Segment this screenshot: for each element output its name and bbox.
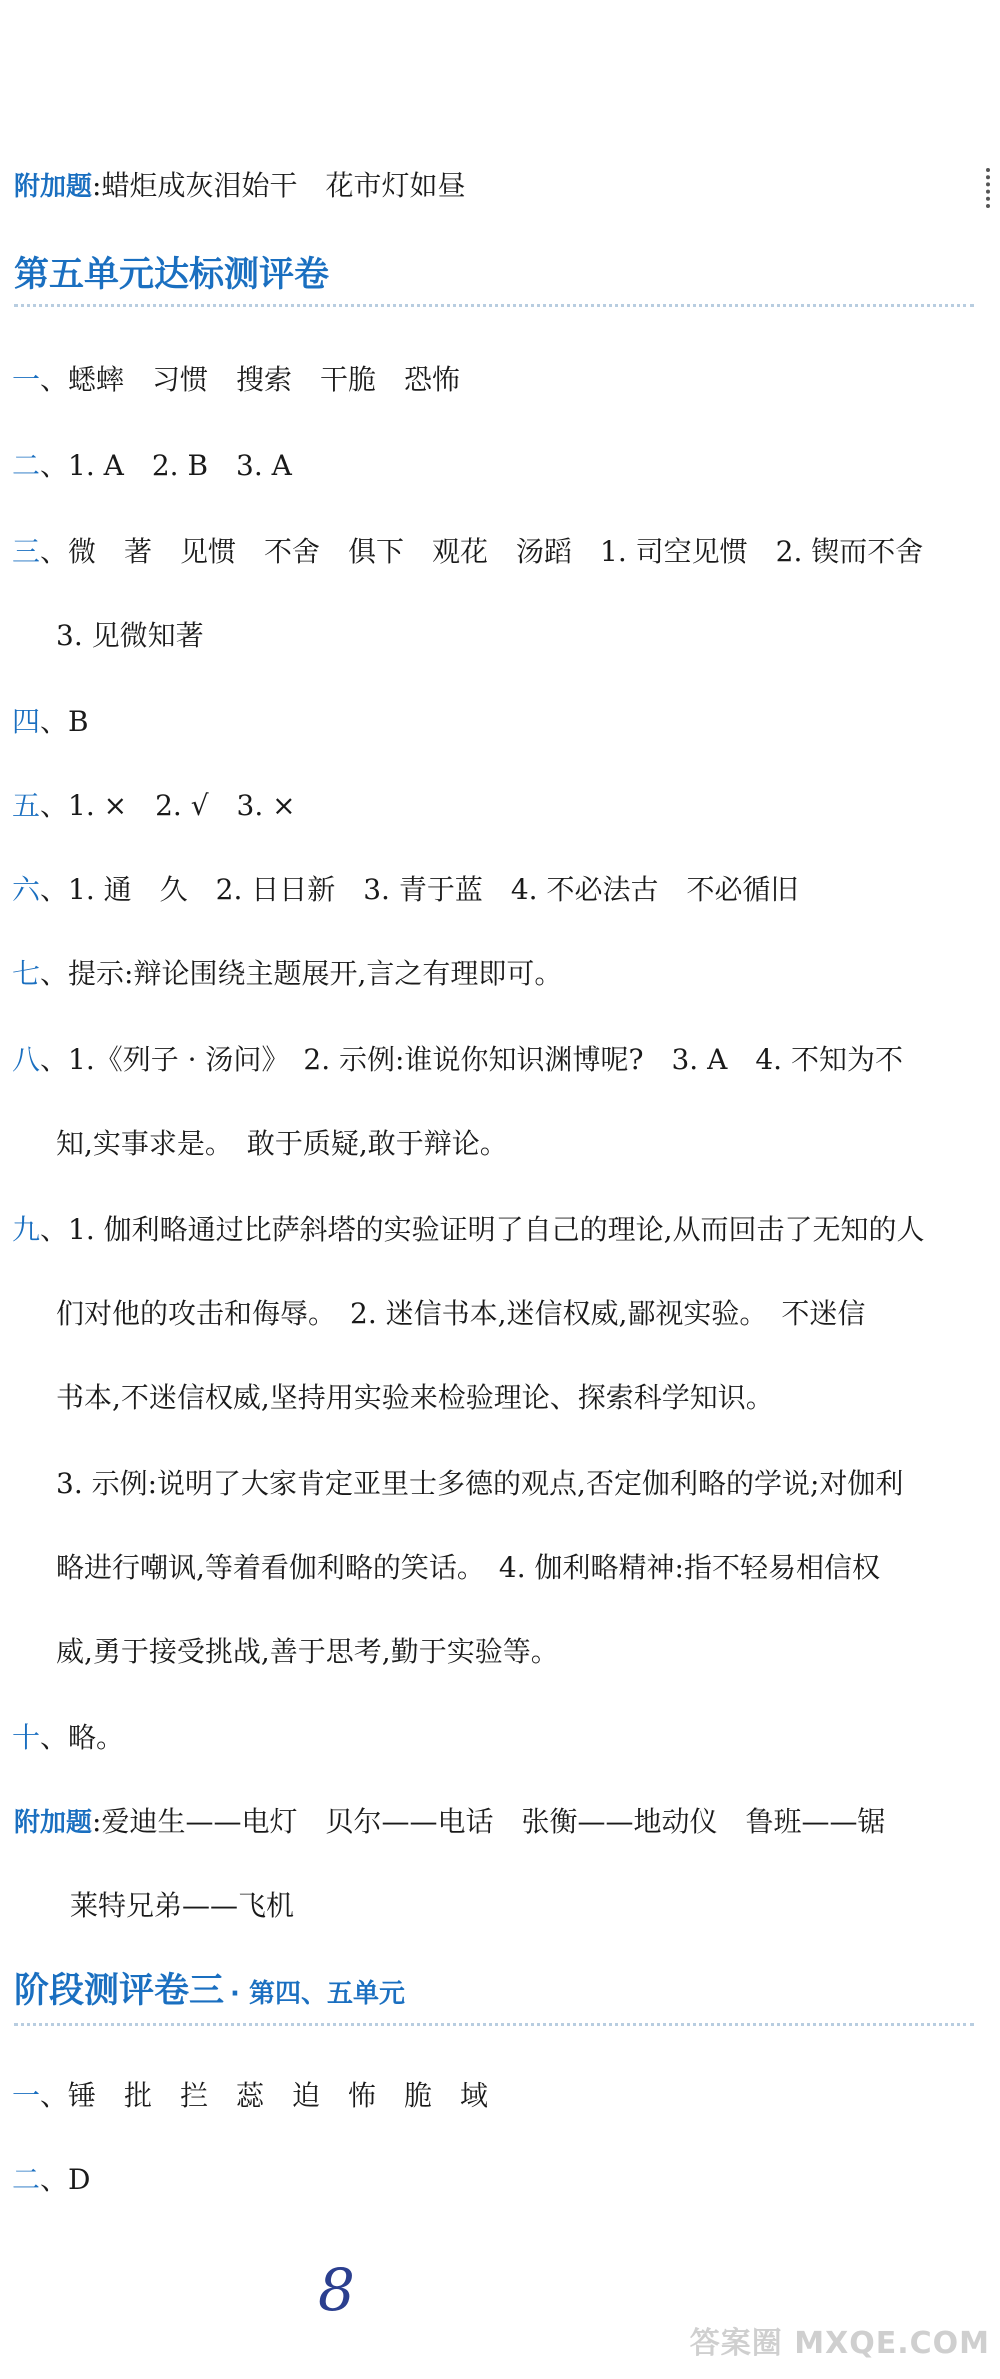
bonus-question-top (14, 166, 1000, 207)
section-title-stage3 (14, 1968, 974, 2026)
answer-text: 、锤 批 拦 蕊 迫 怖 脆 域 (40, 2079, 489, 2112)
bonus-tag: 附加题 (14, 172, 93, 202)
question-3-continued (56, 616, 1000, 656)
answer-text: 、1. 伽利略通过比萨斜塔的实验证明了自己的理论,从而回击了无知的人 (40, 1213, 925, 1246)
question-2 (12, 446, 1000, 486)
bonus-question-unit5 (14, 1802, 1000, 1843)
question-9-line (56, 1294, 1000, 1334)
question-9-line (56, 1632, 1000, 1672)
question-number: 一 (12, 2079, 41, 2112)
question-7 (12, 954, 1000, 994)
question-9-line (56, 1548, 1000, 1588)
question-8 (12, 1040, 1000, 1080)
watermark: 答案圈 MXQE.COM (689, 2326, 990, 2361)
page-number: 8 (318, 2256, 355, 2324)
answer-text: 、1.《列子 · 汤问》 2. 示例:谁说你知识渊博呢? 3. A 4. 不知为不 (40, 1043, 903, 1076)
answer-text: 、1. A 2. B 3. A (40, 449, 292, 482)
section-title-text: 第五单元达标测评卷 (14, 255, 330, 295)
question-3 (12, 532, 1000, 572)
answer-text: 3. 见微知著 (56, 619, 204, 652)
answer-text: 、微 著 见惯 不舍 俱下 观花 汤蹈 1. 司空见惯 2. 锲而不舍 (40, 535, 924, 568)
answer-text: 、1. × 2. √ 3. × (40, 789, 296, 822)
section-title-text: 阶段测评卷三 (14, 1971, 225, 2011)
bonus-text: :爱迪生——电灯 贝尔——电话 张衡——地动仪 鲁班——锯 (92, 1805, 886, 1838)
question-number: 六 (12, 873, 41, 906)
answer-text: 、提示:辩论围绕主题展开,言之有理即可。 (40, 957, 563, 990)
stage3-question-1 (12, 2076, 1000, 2116)
answer-text: 略进行嘲讽,等着看伽利略的笑话。 4. 伽利略精神:指不轻易相信权 (56, 1551, 880, 1584)
stage3-question-2 (12, 2160, 1000, 2200)
question-9-line (56, 1378, 1000, 1418)
question-number: 九 (12, 1213, 41, 1246)
question-number: 七 (12, 957, 41, 990)
answer-text: 知,实事求是。 敢于质疑,敢于辩论。 (56, 1127, 508, 1160)
answer-text: 、1. 通 久 2. 日日新 3. 青于蓝 4. 不必法古 不必循旧 (40, 873, 799, 906)
question-number: 二 (12, 449, 41, 482)
answer-text: 3. 示例:说明了大家肯定亚里士多德的观点,否定伽利略的学说;对伽利 (56, 1467, 904, 1500)
question-6 (12, 870, 1000, 910)
question-8-continued (56, 1124, 1000, 1164)
question-number: 一 (12, 363, 41, 396)
answer-text: 、略。 (40, 1721, 125, 1754)
question-9-line (56, 1464, 1000, 1504)
answer-text: 、B (40, 705, 89, 738)
answer-text: 书本,不迷信权威,坚持用实验来检验理论、探索科学知识。 (56, 1381, 774, 1414)
bonus-tag: 附加题 (14, 1808, 93, 1838)
bonus-question-unit5-continued (70, 1886, 1000, 1926)
question-9 (12, 1210, 1000, 1250)
question-10 (12, 1718, 1000, 1758)
section-subtitle: · 第四、五单元 (230, 1979, 405, 2009)
question-number: 十 (12, 1721, 41, 1754)
answer-text: 、D (40, 2163, 91, 2196)
answer-text: 威,勇于接受挑战,善于思考,勤于实验等。 (56, 1635, 559, 1668)
answer-text: 们对他的攻击和侮辱。 2. 迷信书本,迷信权威,鄙视实验。 不迷信 (56, 1297, 866, 1330)
question-4 (12, 702, 1000, 742)
answer-text: 、蟋蟀 习惯 搜索 干脆 恐怖 (40, 363, 461, 396)
question-number: 四 (12, 705, 41, 738)
question-number: 八 (12, 1043, 41, 1076)
question-5 (12, 786, 1000, 826)
bonus-text: :蜡炬成灰泪始干 花市灯如昼 (92, 169, 466, 202)
question-1 (12, 360, 1000, 400)
question-number: 三 (12, 535, 41, 568)
question-number: 二 (12, 2163, 41, 2196)
question-number: 五 (12, 789, 41, 822)
section-title-unit5 (14, 252, 974, 307)
bonus-text: 莱特兄弟——飞机 (70, 1889, 295, 1922)
